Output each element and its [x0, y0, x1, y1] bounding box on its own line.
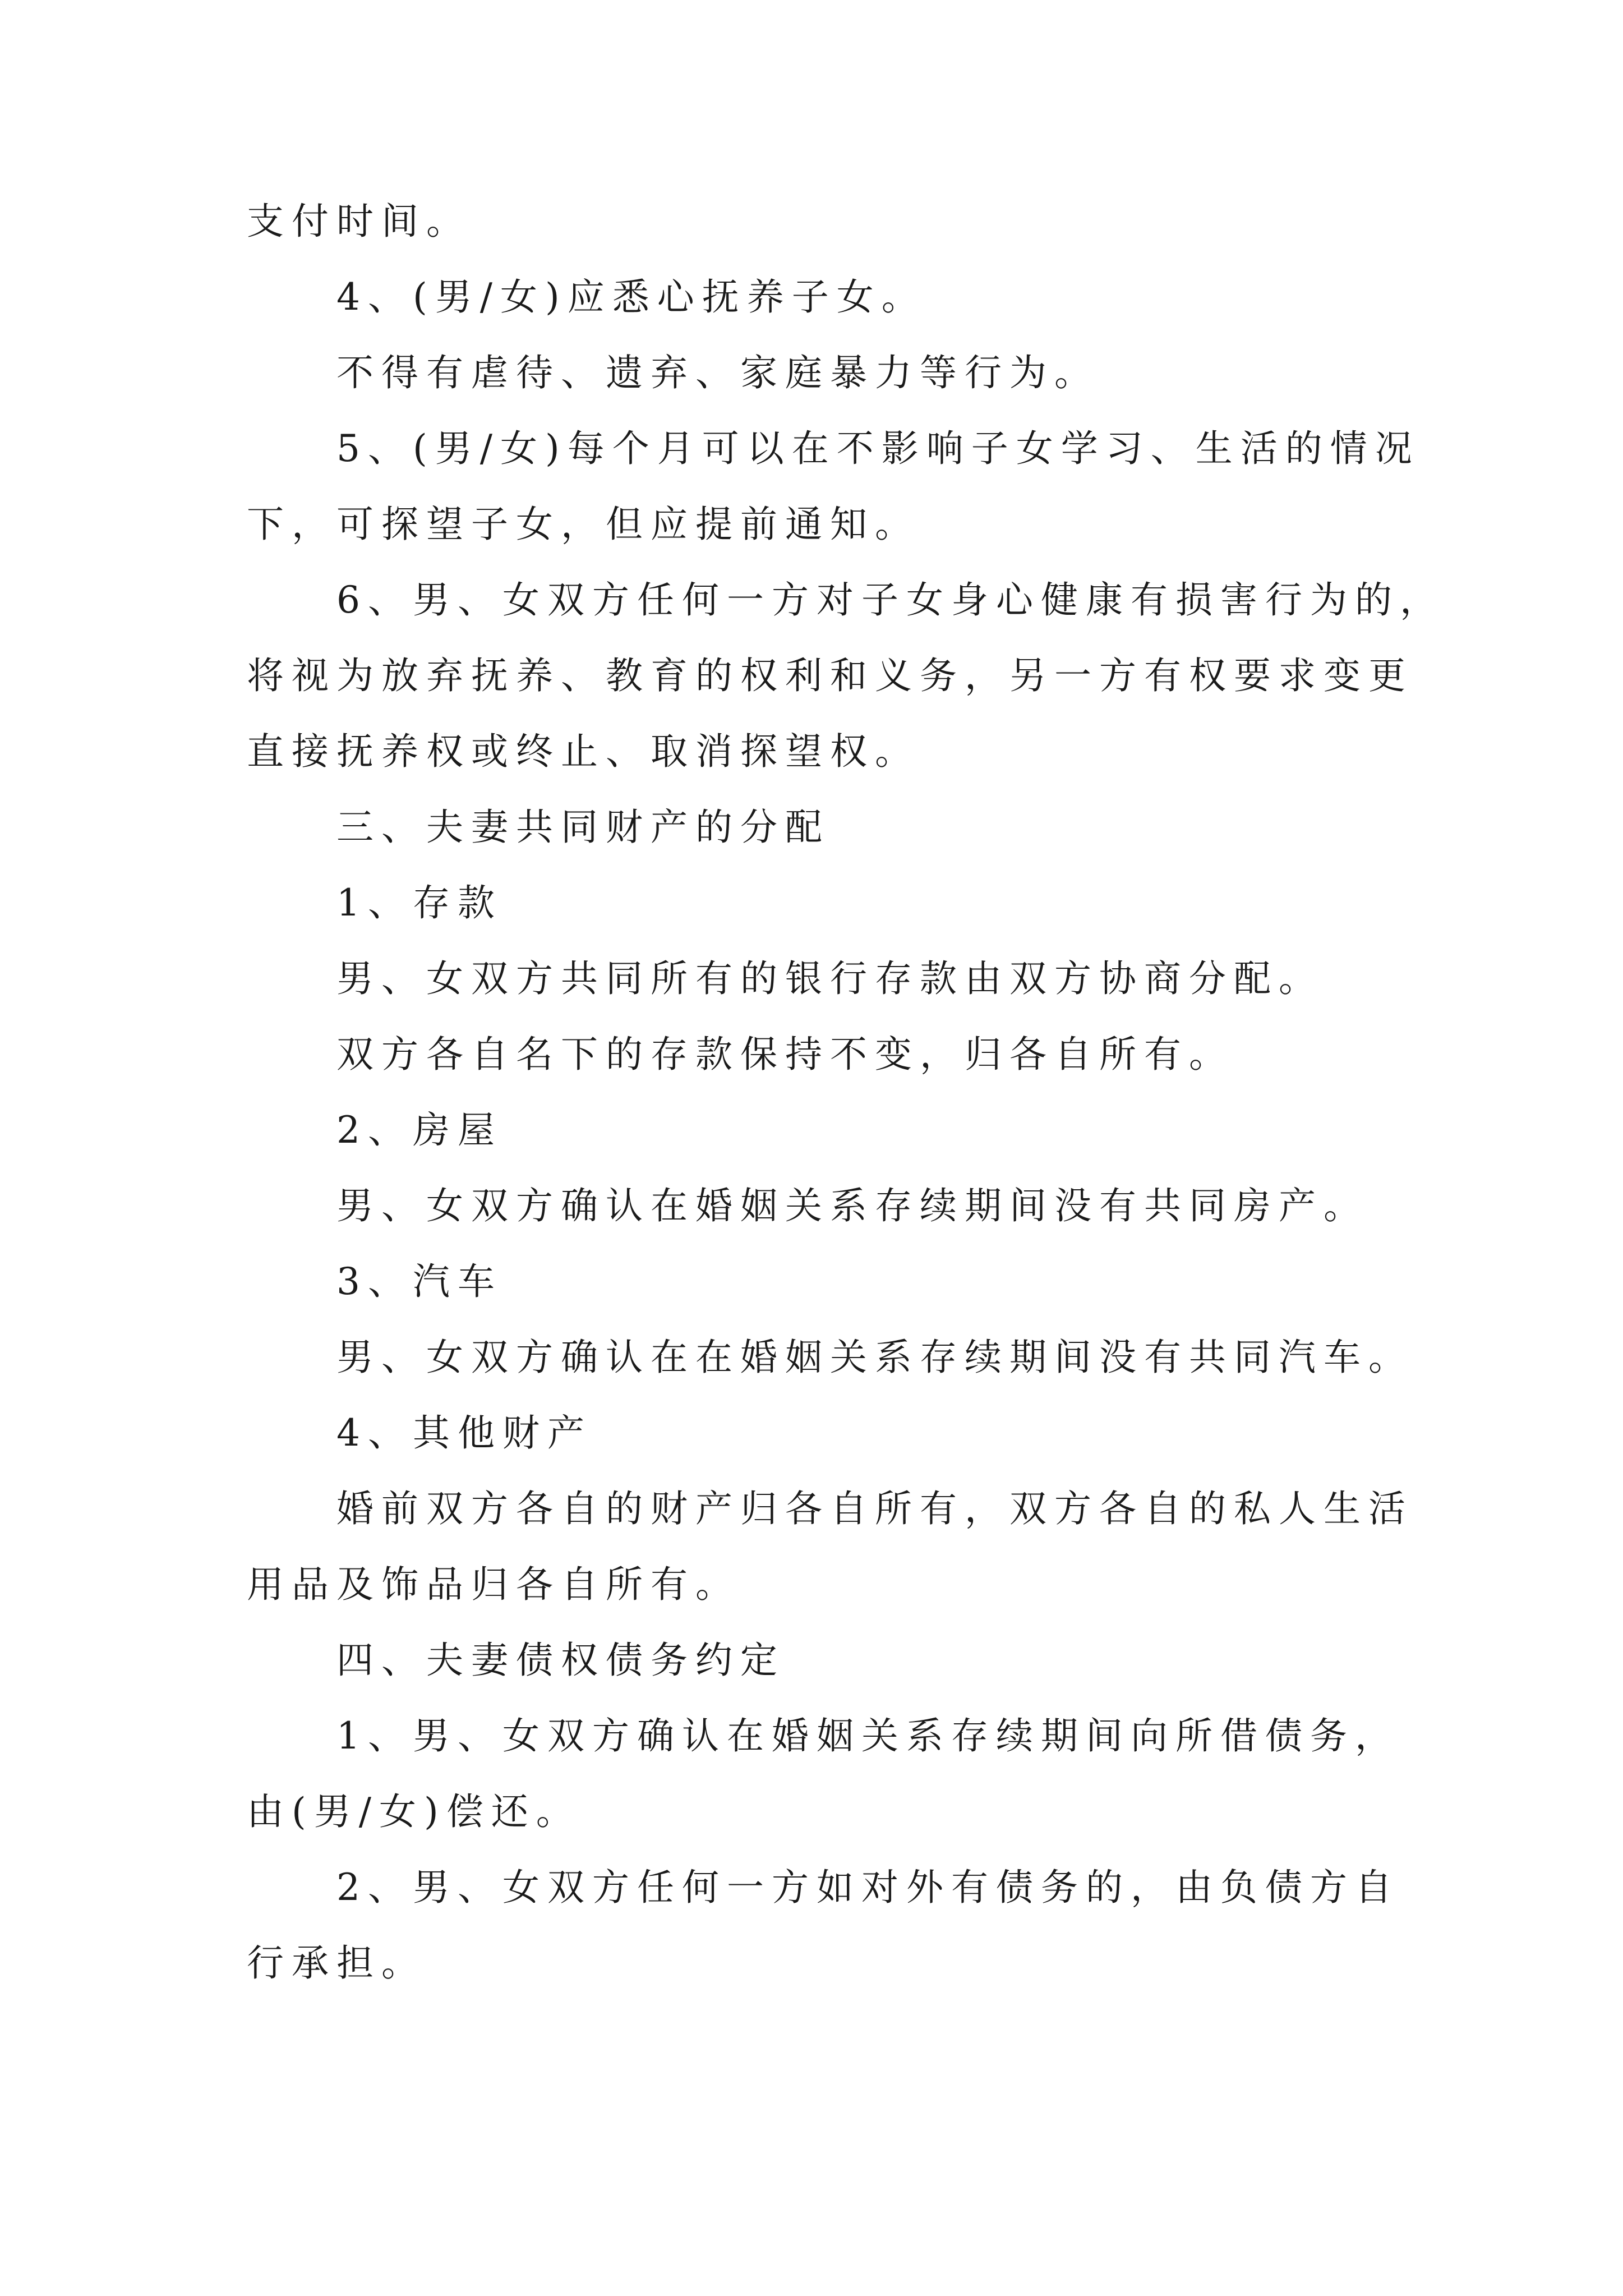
subsection-heading: 2、房屋 — [336, 1108, 502, 1152]
paragraph-line: 男、女双方确认在婚姻关系存续期间没有共同房产。 — [336, 1184, 1368, 1227]
subsection-heading: 3、汽车 — [336, 1260, 502, 1303]
paragraph-line: 6、男、女双方任何一方对子女身心健康有损害行为的， — [336, 578, 1445, 622]
paragraph-line: 直接抚养权或终止、取消探望权。 — [247, 730, 920, 773]
paragraph-line: 行承担。 — [247, 1941, 426, 1985]
subsection-heading: 4、其他财产 — [336, 1411, 592, 1455]
paragraph-line: 婚前双方各自的财产归各自所有，双方各自的私人生活 — [336, 1487, 1413, 1530]
subsection-heading: 1、存款 — [336, 881, 502, 924]
paragraph-line: 双方各自名下的存款保持不变，归各自所有。 — [336, 1033, 1234, 1076]
paragraph-line: 2、男、女双方任何一方如对外有债务的，由负债方自 — [336, 1866, 1400, 1909]
paragraph-line: 1、男、女双方确认在婚姻关系存续期间向所借债务， — [336, 1714, 1400, 1757]
paragraph-line: 将视为放弃抚养、教育的权利和义务，另一方有权要求变更 — [247, 654, 1413, 697]
paragraph-line: 下，可探望子女，但应提前通知。 — [247, 503, 920, 546]
section-heading: 四、夫妻债权债务约定 — [336, 1639, 785, 1682]
paragraph-line: 不得有虐待、遗弃、家庭暴力等行为。 — [336, 351, 1099, 394]
paragraph-line: 男、女双方共同所有的银行存款由双方协商分配。 — [336, 957, 1324, 1000]
paragraph-line: 4、(男/女)应悉心抚养子女。 — [336, 275, 926, 319]
paragraph-line: 由(男/女)偿还。 — [247, 1790, 581, 1833]
section-heading: 三、夫妻共同财产的分配 — [336, 806, 830, 849]
paragraph-line: 支付时间。 — [247, 200, 471, 243]
paragraph-line: 用品及饰品归各自所有。 — [247, 1563, 740, 1606]
paragraph-line: 男、女双方确认在在婚姻关系存续期间没有共同汽车。 — [336, 1336, 1413, 1379]
paragraph-line: 5、(男/女)每个月可以在不影响子女学习、生活的情况 — [336, 427, 1420, 470]
